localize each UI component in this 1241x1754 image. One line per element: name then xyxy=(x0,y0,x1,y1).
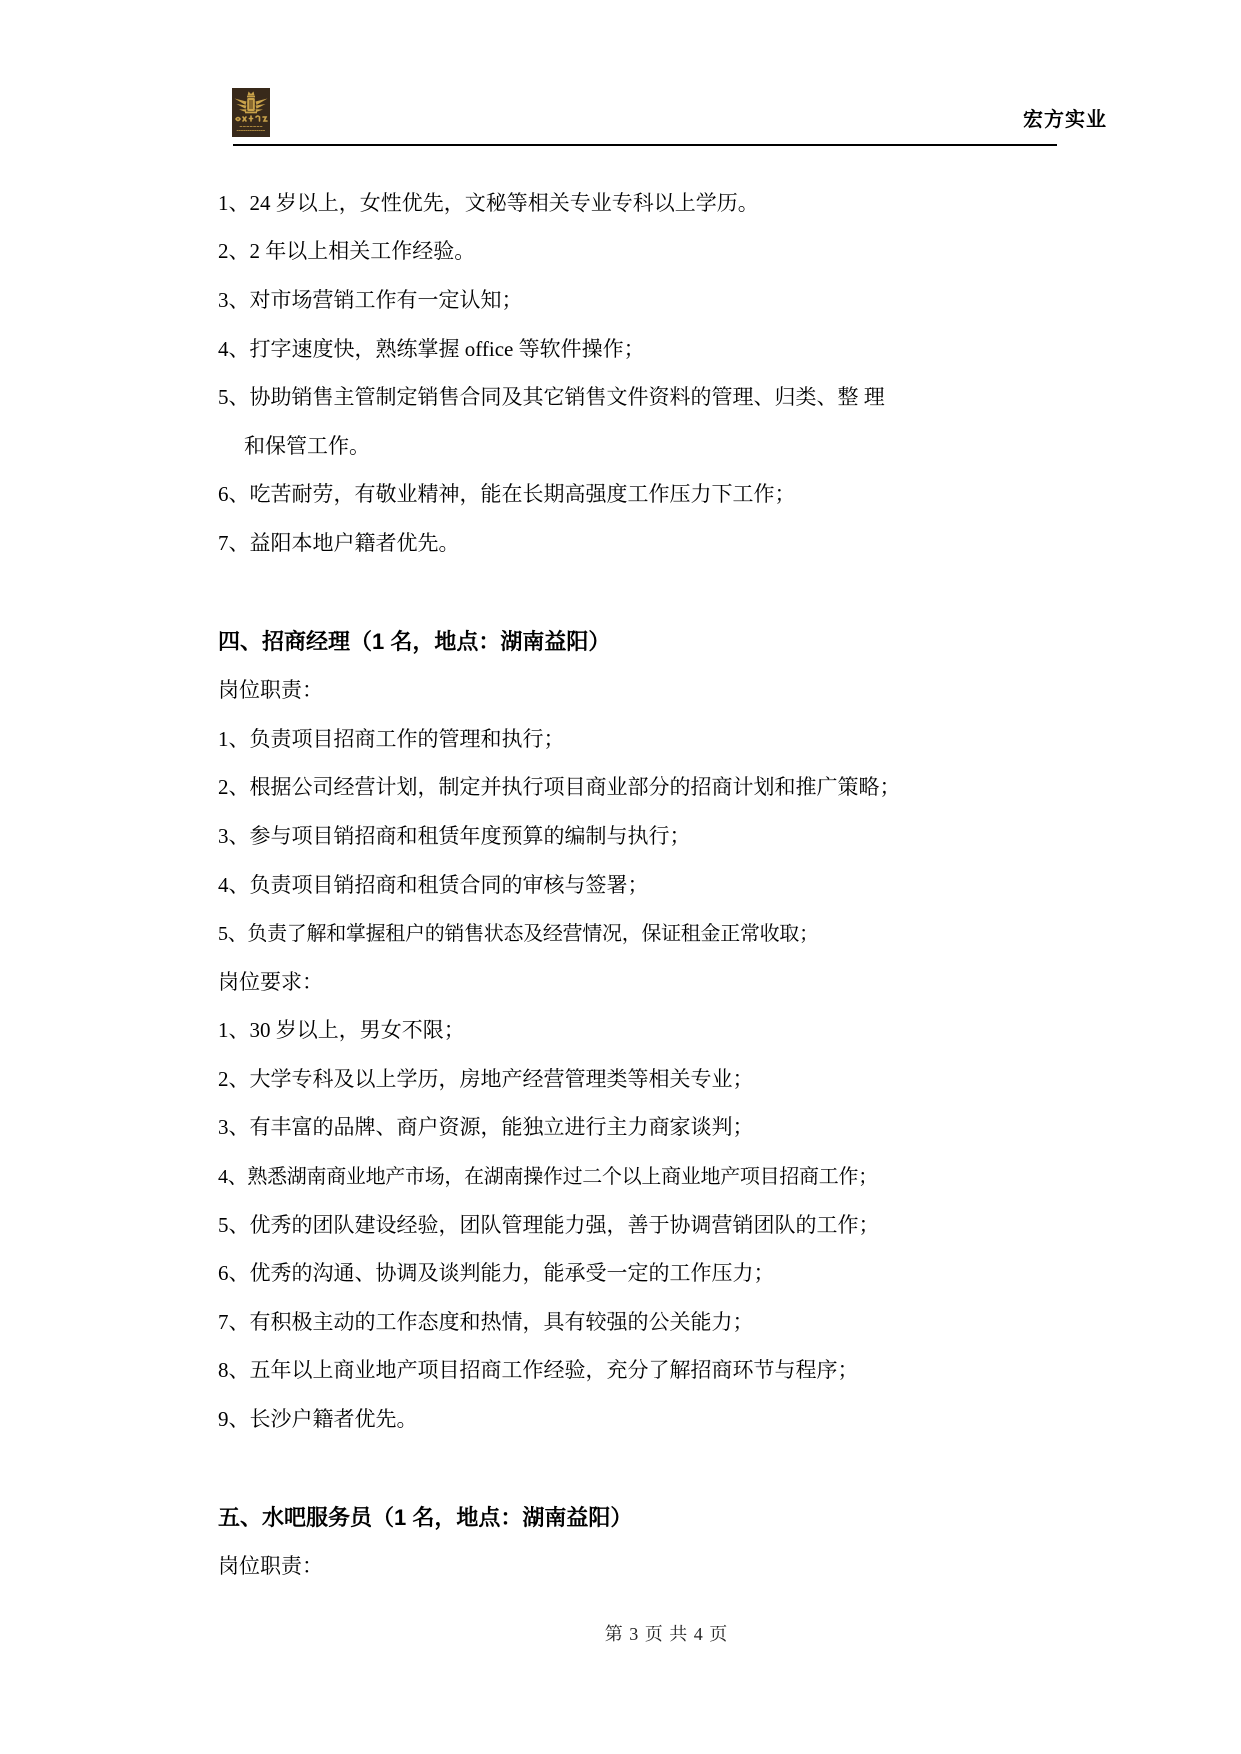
paragraph-line: 1、30 岁以上，男女不限； xyxy=(218,1018,465,1043)
paragraph-line: 1、24 岁以上，女性优先，文秘等相关专业专科以上学历。 xyxy=(218,190,759,215)
header-divider xyxy=(233,144,1057,146)
paragraph-line: 4、熟悉湖南商业地产市场，在湖南操作过二个以上商业地产项目招商工作； xyxy=(218,1165,878,1188)
paragraph-line: 2、根据公司经营计划，制定并执行项目商业部分的招商计划和推广策略； xyxy=(218,775,901,800)
paragraph-line: 6、优秀的沟通、协调及谈判能力，能承受一定的工作压力； xyxy=(218,1261,775,1286)
company-name: 宏方实业 xyxy=(1023,109,1107,131)
paragraph-line: 7、有积极主动的工作态度和热情，具有较强的公关能力； xyxy=(218,1309,754,1334)
section-heading: 四、招商经理（1 名，地点：湖南益阳） xyxy=(218,629,611,655)
paragraph-line: 和保管工作。 xyxy=(244,433,370,458)
document-body xyxy=(218,179,1050,1591)
paragraph-line: 2、大学专科及以上学历，房地产经营管理类等相关专业； xyxy=(218,1066,754,1091)
paragraph-line: 岗位职责： xyxy=(218,1554,323,1579)
paragraph-line: 2、2 年以上相关工作经验。 xyxy=(218,239,476,264)
paragraph-line: 8、五年以上商业地产项目招商工作经验，充分了解招商环节与程序； xyxy=(218,1358,859,1383)
paragraph-line: 9、长沙户籍者优先。 xyxy=(218,1407,418,1432)
page-number-indicator: 第 3 页 共 4 页 xyxy=(604,1624,729,1644)
paragraph-line: 3、参与项目销招商和租赁年度预算的编制与执行； xyxy=(218,823,691,848)
company-crest-logo xyxy=(232,88,270,137)
paragraph-line: 3、有丰富的品牌、商户资源，能独立进行主力商家谈判； xyxy=(218,1115,754,1140)
paragraph-line: 1、负责项目招商工作的管理和执行； xyxy=(218,726,565,751)
section-heading: 五、水吧服务员（1 名，地点：湖南益阳） xyxy=(218,1505,633,1531)
paragraph-line: 7、益阳本地户籍者优先。 xyxy=(218,530,460,555)
paragraph-line: 岗位要求： xyxy=(218,969,323,994)
paragraph-line: 岗位职责： xyxy=(218,678,323,703)
paragraph-line: 5、协助销售主管制定销售合同及其它销售文件资料的管理、归类、整 理 xyxy=(218,385,885,410)
paragraph-line: 5、负责了解和掌握租户的销售状态及经营情况，保证租金正常收取； xyxy=(218,922,819,945)
paragraph-line: 5、优秀的团队建设经验，团队管理能力强，善于协调营销团队的工作； xyxy=(218,1212,880,1237)
section-gap xyxy=(218,1444,1050,1494)
paragraph-line: 4、负责项目销招商和租赁合同的审核与签署； xyxy=(218,872,649,897)
section-gap xyxy=(218,568,1050,618)
paragraph-line: 6、吃苦耐劳，有敬业精神，能在长期高强度工作压力下工作； xyxy=(218,482,796,507)
paragraph-line: 4、打字速度快，熟练掌握 office 等软件操作； xyxy=(218,336,645,361)
paragraph-line: 3、对市场营销工作有一定认知； xyxy=(218,287,523,312)
